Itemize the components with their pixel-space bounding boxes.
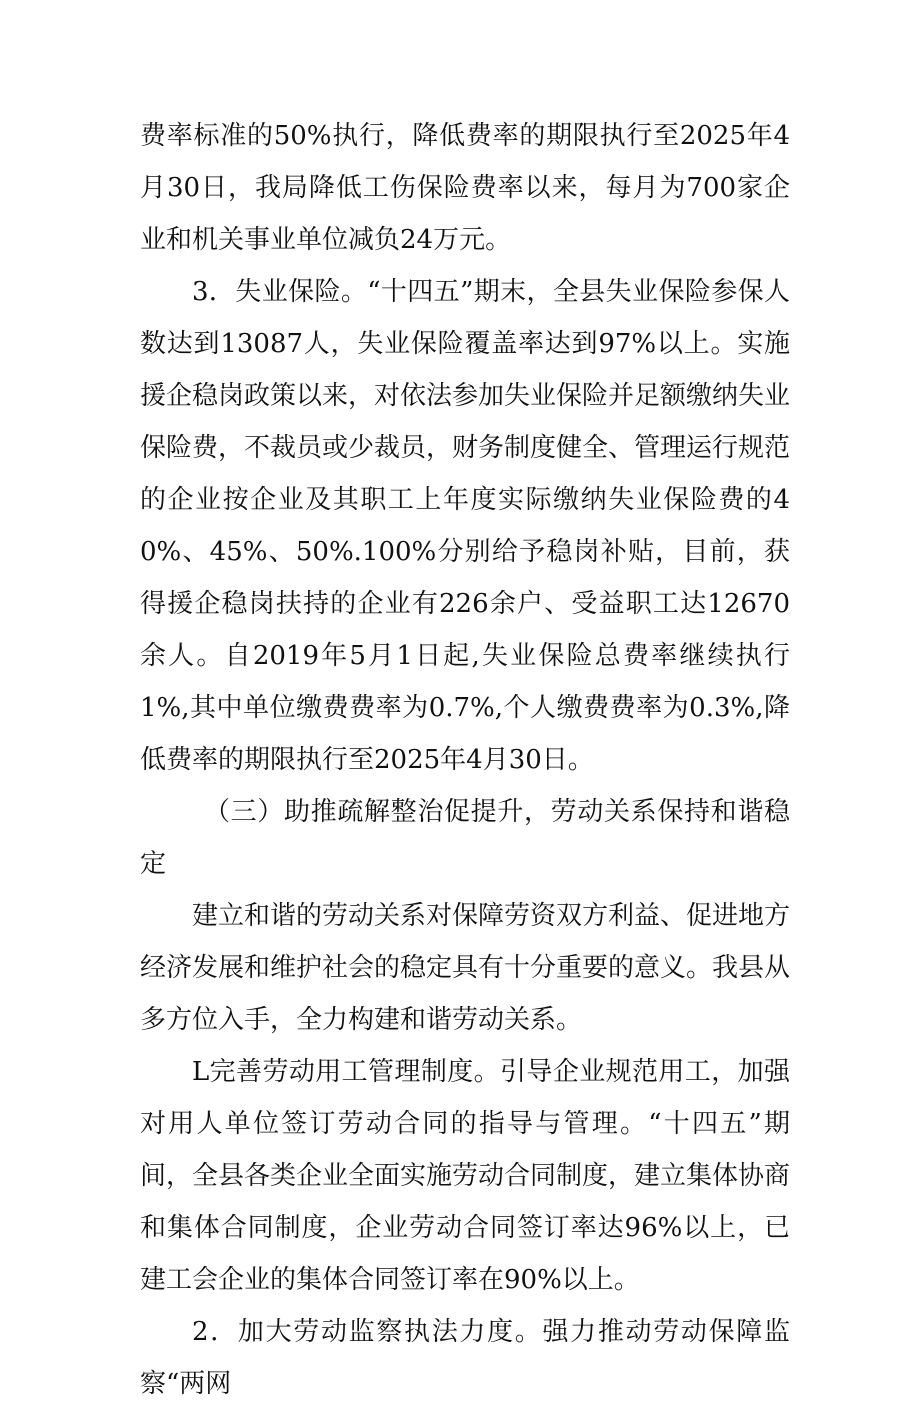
paragraph-unemployment-insurance: 3．失业保险。“十四五”期末，全县失业保险参保人数达到13087人，失业保险覆盖率达到97%以上。实施援企稳岗政策以来，对依法参加失业保险并足额缴纳失业保险费，不裁员或少裁员，财务制度健全、管理运行规范的企业按企业及其职工上年度实际缴纳失业保险费的40%、45%、50%.100%分别给予稳岗补贴，目前，获得援企稳岗扶持的企业有226余户、受益职工达12670余人。自2019年5月1日起,失业保险总费率继续执行1%,其中单位缴费费率为0.7%,个人缴费费率为0.3%,降低费率的期限执行至2025年4月30日。 xyxy=(140,277,791,775)
document-body xyxy=(140,110,790,1410)
section-heading-labor-relations: （三）助推疏解整治促提升，劳动关系保持和谐稳定 xyxy=(140,797,790,879)
paragraph-workinjury-continued: 费率标准的50%执行，降低费率的期限执行至2025年4月30日，我局降低工伤保险费率以来，每月为700家企业和机关事业单位减负24万元。 xyxy=(140,121,790,255)
paragraph-harmonious-labor-intro: 建立和谐的劳动关系对保障劳资双方利益、促进地方经济发展和维护社会的稳定具有十分重要的意义。我县从多方位入手，全力构建和谐劳动关系。 xyxy=(140,901,791,1035)
paragraph-labor-inspection: 2．加大劳动监察执法力度。强力推动劳动保障监察“两网 xyxy=(140,1317,790,1399)
paragraph-employment-management: L完善劳动用工管理制度。引导企业规范用工，加强对用人单位签订劳动合同的指导与管理。“十四五”期间，全县各类企业全面实施劳动合同制度，建立集体协商和集体合同制度，企业劳动合同签订率达96%以上，已建工会企业的集体合同签订率在90%以上。 xyxy=(140,1057,791,1295)
